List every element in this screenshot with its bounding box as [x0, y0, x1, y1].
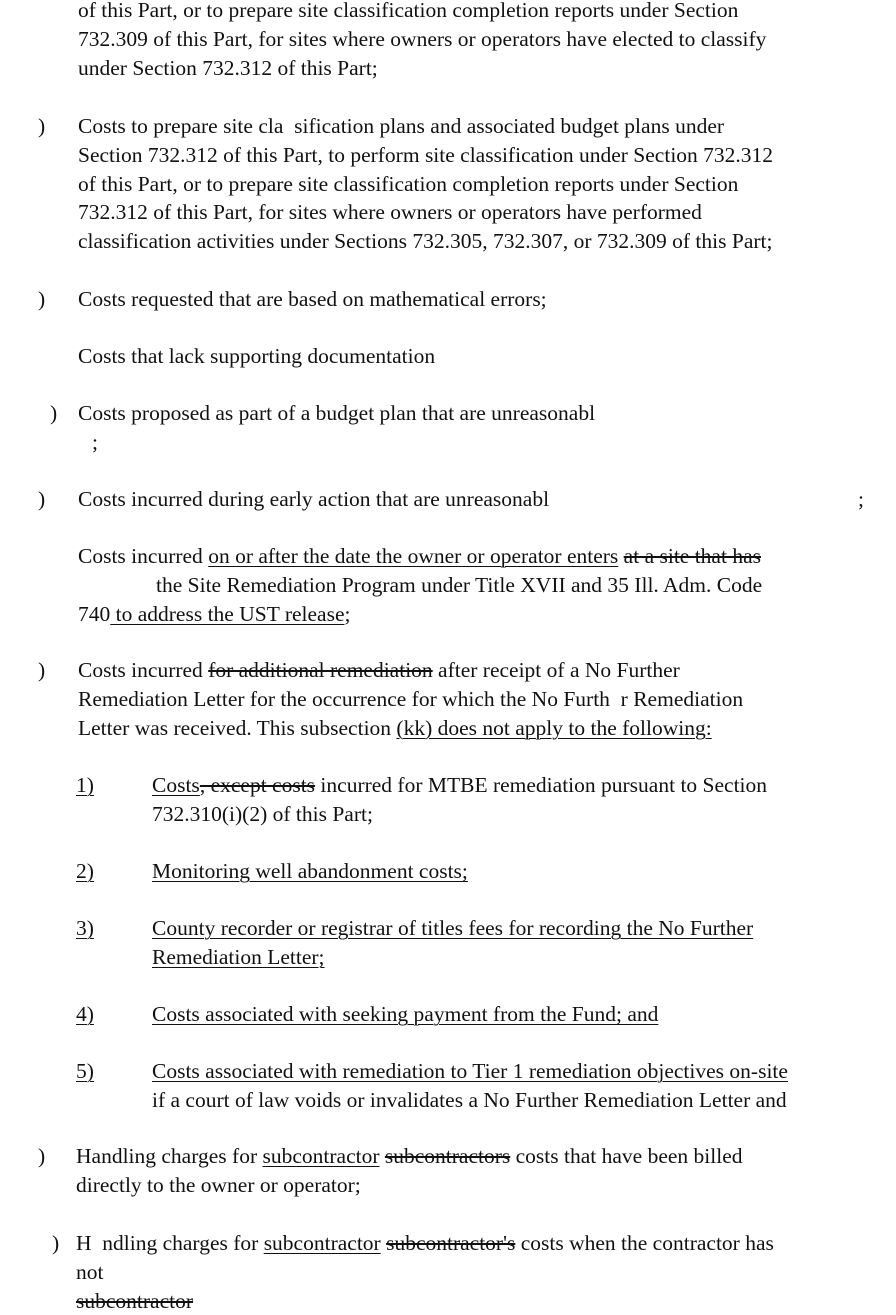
text-line: if a court of law voids or invalidates a No Further Remediation Letter and — [152, 1087, 787, 1112]
list-item — [152, 771, 767, 829]
item-number: 3) — [76, 916, 94, 940]
text-line: 732.310(i)(2) of this Part; — [152, 801, 373, 826]
text-line — [78, 714, 896, 743]
deleted-text: subcontractors — [384, 1144, 511, 1168]
inserted-text: subcontractor — [263, 1231, 381, 1255]
list-marker: ) — [38, 487, 46, 511]
paragraph-supporting-documentation — [78, 342, 896, 371]
text-run: after receipt of a No Further — [432, 658, 680, 682]
text-line: classification activities under Sections 732.305, 732.307, or 732.309 of this Part; — [78, 229, 773, 254]
inserted-text: Costs associated with seeking payment from the Fund; and — [152, 1002, 659, 1026]
inserted-text: (kk) does not apply to the following: — [396, 715, 712, 740]
text-line — [78, 542, 896, 571]
deleted-text: subcontractor's — [386, 1231, 516, 1255]
text-line: Remediation Letter for the occurrence for which the No Furth r Remediation — [78, 686, 744, 711]
text-run: Costs incurred — [78, 544, 209, 568]
inserted-text: Monitoring well abandonment costs; — [152, 859, 468, 883]
text-line — [76, 1142, 894, 1171]
text-line: Costs to prepare site cla sification plans and associated budget plans under — [78, 114, 725, 138]
text-line: Costs incurred during early action that are unreasonabl — [78, 487, 550, 511]
item-number: 4) — [76, 1002, 94, 1026]
item-number: 1) — [76, 773, 94, 797]
text-line — [152, 771, 767, 800]
list-item — [152, 1057, 788, 1115]
list-item — [152, 914, 753, 972]
item-number: 5) — [76, 1059, 94, 1083]
text-run: 740 — [78, 601, 111, 626]
text-line: of this Part, or to prepare site classification completion reports under Section — [78, 171, 739, 196]
item-number: 2) — [76, 859, 94, 883]
text-line: Costs that lack supporting documentation — [78, 344, 436, 368]
inserted-text: Costs associated with remediation to Tier 1 remediation objectives on-site — [152, 1059, 788, 1083]
list-marker: ) — [38, 287, 46, 311]
text-line: Costs requested that are based on mathematical errors; — [78, 287, 547, 311]
paragraph-site-remediation-program — [78, 542, 896, 628]
list-item — [152, 857, 468, 886]
text-line: ; — [92, 429, 98, 454]
trailing-semicolon: ; — [858, 487, 864, 511]
inserted-text: subcontractor — [262, 1144, 380, 1168]
inserted-text: on or after the date the owner or operator enters — [208, 544, 619, 568]
text-line — [76, 1229, 894, 1258]
inserted-text: to address the UST release — [110, 601, 345, 626]
text-line: not — [76, 1259, 104, 1284]
text-run: ; — [344, 601, 351, 626]
inserted-text: Remediation Letter; — [152, 944, 325, 969]
paragraph-no-further-remediation — [78, 656, 896, 742]
text-line: of this Part, or to prepare site classification completion reports under Section — [78, 0, 739, 22]
text-line: 732.309 of this Part, for sites where owners or operators have elected to classify — [78, 26, 767, 51]
text-run: incurred for MTBE remediation pursuant to Section — [315, 773, 768, 797]
text-run: H ndling charges for — [76, 1231, 264, 1255]
list-marker: ) — [38, 658, 46, 682]
deleted-text: for additional remediation — [208, 658, 433, 682]
deleted-text: subcontractor — [76, 1288, 194, 1313]
text-line: the Site Remediation Program under Title XVII and 35 Ill. Adm. Code — [156, 572, 763, 597]
deleted-text: , except costs — [199, 773, 316, 797]
paragraph-early-action-unreasonable — [78, 485, 896, 514]
inserted-text: County recorder or registrar of titles fees for recording the No Further — [152, 916, 754, 940]
text-line: directly to the owner or operator; — [76, 1172, 361, 1197]
text-line: Costs proposed as part of a budget plan that are unreasonabl — [78, 401, 596, 425]
text-run: Letter was received. This subsection — [78, 715, 397, 740]
text-line: Section 732.312 of this Part, to perform site classification under Section 732.312 — [78, 142, 774, 167]
paragraph-site-classification-elected — [78, 0, 896, 82]
paragraph-site-classification-performed — [78, 112, 896, 256]
list-marker: ) — [52, 1231, 60, 1255]
paragraph-budget-plan-unreasonable — [78, 399, 896, 457]
paragraph-handling-charges-billed — [76, 1142, 894, 1200]
inserted-text: Costs — [152, 773, 200, 797]
list-marker: ) — [50, 401, 58, 425]
text-line: under Section 732.312 of this Part; — [78, 55, 378, 80]
text-line: 732.312 of this Part, for sites where owners or operators have performed — [78, 200, 702, 225]
text-run: costs when the contractor has — [515, 1231, 774, 1255]
paragraph-mathematical-errors — [78, 285, 896, 314]
text-run: costs that have been billed — [510, 1144, 743, 1168]
deleted-text: at a site that has — [623, 544, 761, 568]
text-line — [78, 600, 896, 629]
text-run: Costs incurred — [78, 658, 209, 682]
list-marker: ) — [38, 1144, 46, 1168]
list-marker: ) — [38, 114, 46, 138]
list-item — [152, 1000, 658, 1029]
text-run: Handling charges for — [76, 1144, 263, 1168]
text-line — [78, 656, 896, 685]
paragraph-handling-charges-not-paid — [76, 1229, 894, 1315]
